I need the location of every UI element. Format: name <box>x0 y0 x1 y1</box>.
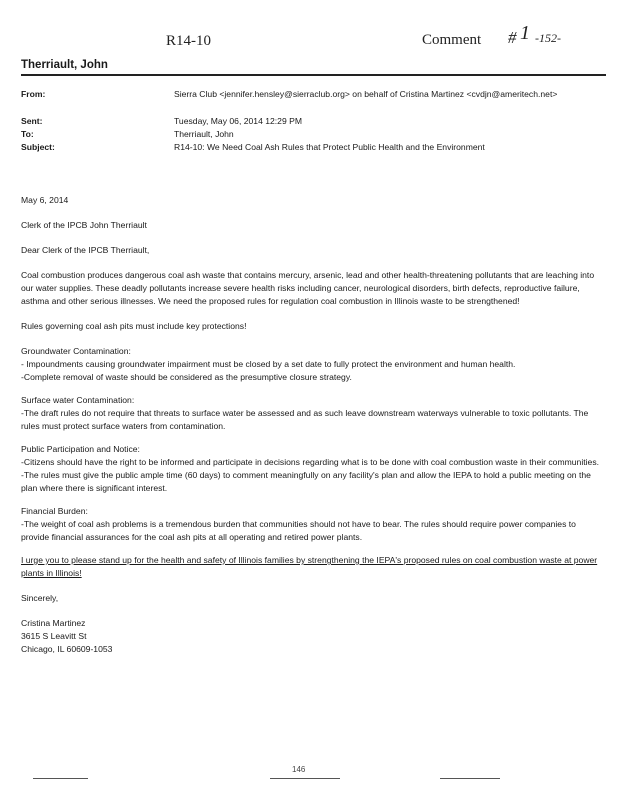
public-title: Public Participation and Notice: <box>21 444 140 454</box>
signer-name: Cristina Martinez <box>21 618 86 628</box>
comment-number-prefix: # <box>508 28 517 47</box>
recipient-name: Therriault, John <box>21 59 108 71</box>
docket-stamp: R14-10 <box>166 33 211 49</box>
financial-title: Financial Burden: <box>21 506 88 516</box>
letter-salutation: Dear Clerk of the IPCB Therriault, <box>21 245 150 255</box>
signoff: Sincerely, <box>21 593 59 603</box>
letter-addressee: Clerk of the IPCB John Therriault <box>21 220 147 230</box>
public-point-1: -Citizens should have the right to be informed and participate in decisions regarding what is to be done with coal combustion waste in their communities. <box>21 457 600 467</box>
sent-value: Tuesday, May 06, 2014 12:29 PM <box>174 116 303 126</box>
footer-rule-left <box>33 778 88 779</box>
surface-point-1: -The draft rules do not require that threats to surface water be assessed and as such leave downstream waterways vulnerable to toxic pollutants. The rules must protect surface waters from contamination. <box>21 408 589 431</box>
financial-point-1: -The weight of coal ash problems is a tremendous burden that communities should not have to bear. The rules should require power companies to provide financial assurances for the coal ash pits at all operating and retired power plants. <box>21 519 576 542</box>
comment-number-suffix: -152- <box>535 31 561 45</box>
page-number: 146 <box>292 765 306 774</box>
subject-value: R14-10: We Need Coal Ash Rules that Protect Public Health and the Environment <box>174 142 485 152</box>
groundwater-title: Groundwater Contamination: <box>21 346 131 356</box>
intro-paragraph: Coal combustion produces dangerous coal ash waste that contains mercury, arsenic, lead and other health-threatening pollutants that are leaching into our water supplies. These deadly pollutants increase severe health risks including cancer, neurological disorders, birth defects, reproductive failure, asthma and other serious illnesses. We need the proposed rules for regulation coal combustion in Illinois waste to be strengthened! <box>21 270 595 306</box>
footer-rule-right <box>440 778 500 779</box>
groundwater-point-1: - Impoundments causing groundwater impairment must be closed by a set date to fully protect the environment and human health. <box>21 359 516 369</box>
groundwater-point-2: -Complete removal of waste should be considered as the presumptive closure strategy. <box>21 372 352 382</box>
groundwater-section <box>21 345 601 384</box>
surface-title: Surface water Contamination: <box>21 395 135 405</box>
to-value: Therriault, John <box>174 129 234 139</box>
financial-section <box>21 505 601 544</box>
letter-body <box>21 194 601 666</box>
public-point-2: -The rules must give the public ample time (60 days) to comment meaningfully on any facility's plan and allow the IEPA to hold a public meeting on the plan where there is significant interest. <box>21 470 591 493</box>
from-label: From: <box>21 89 46 99</box>
comment-stamp: Comment <box>422 32 482 48</box>
surface-section <box>21 394 601 433</box>
to-label: To: <box>21 129 34 139</box>
subject-label: Subject: <box>21 142 55 152</box>
footer-rule-center <box>270 778 340 779</box>
signer-city: Chicago, IL 60609-1053 <box>21 644 113 654</box>
letter-date: May 6, 2014 <box>21 195 69 205</box>
sent-label: Sent: <box>21 116 43 126</box>
protections-line: Rules governing coal ash pits must include key protections! <box>21 321 247 331</box>
signer-street: 3615 S Leavitt St <box>21 631 87 641</box>
comment-number: 1 <box>520 22 530 44</box>
signature-block <box>21 617 601 656</box>
public-section <box>21 443 601 495</box>
from-value: Sierra Club <jennifer.hensley@sierraclub.org> on behalf of Cristina Martinez <cvdjn@ameritech.net> <box>174 89 558 99</box>
header-rule <box>21 74 606 76</box>
closing-plea: I urge you to please stand up for the health and safety of Illinois families by strengthening the IEPA's proposed rules on coal combustion waste at power plants in Illinois! <box>21 555 598 578</box>
